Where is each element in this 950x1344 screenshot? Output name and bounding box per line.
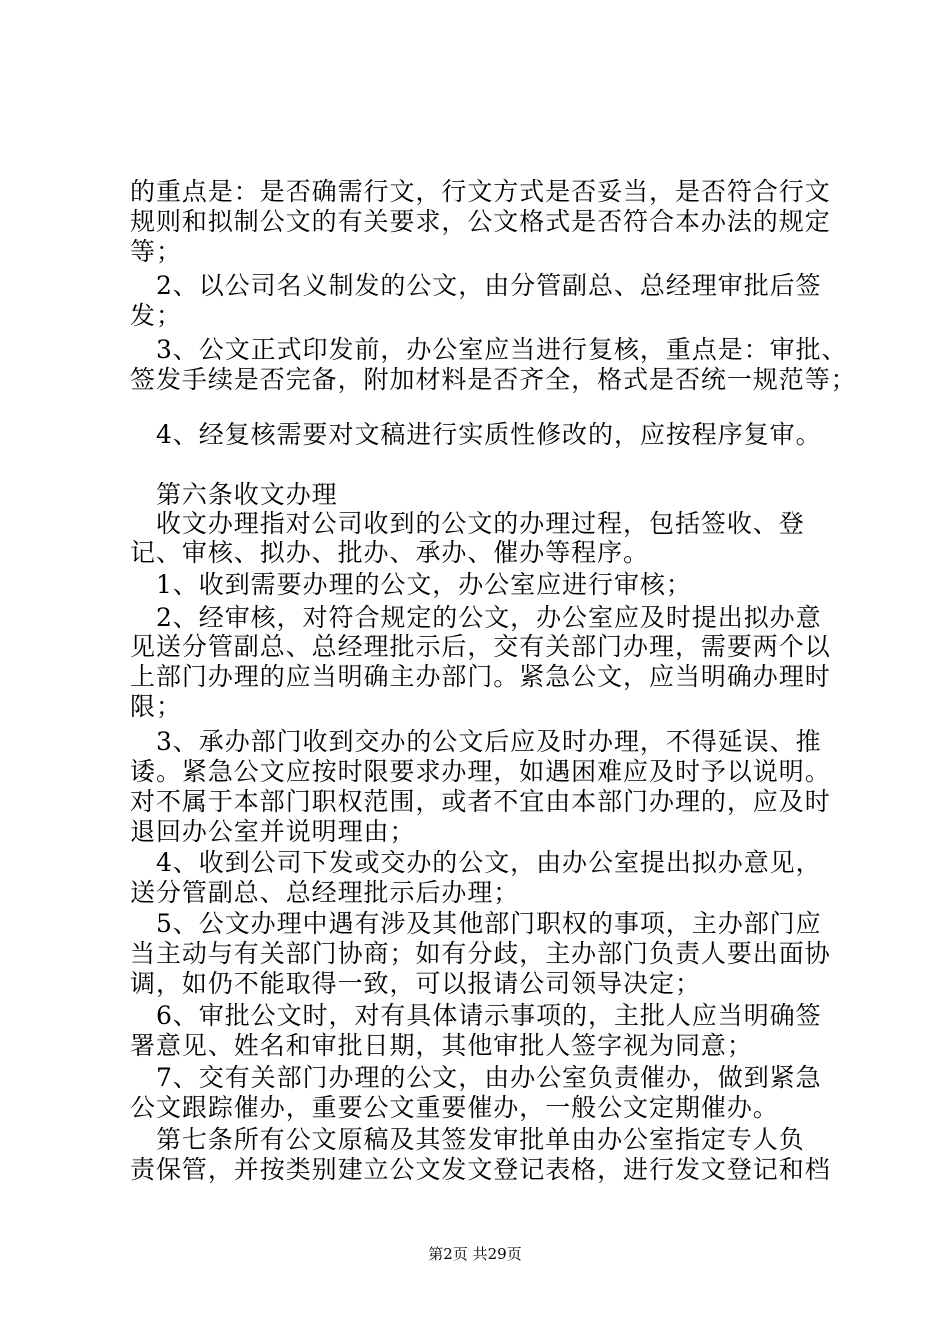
text-line: 收文办理指对公司收到的公文的办理过程，包括签收、登 (130, 509, 805, 538)
text-line: 4、收到公司下发或交办的公文，由办公室提出拟办意见， (130, 848, 822, 877)
text-line: 公文跟踪催办，重要公文重要催办，一般公文定期催办。 (130, 1093, 779, 1122)
text-line: 3、承办部门收到交办的公文后应及时办理，不得延误、推 (130, 727, 822, 756)
page-number-footer: 第2页 共29页 (428, 1245, 522, 1263)
text-line: 2、经审核，对符合规定的公文，办公室应及时提出拟办意 (130, 603, 822, 632)
text-line: 当主动与有关部门协商；如有分歧，主办部门负责人要出面协 (130, 939, 831, 968)
text-line: 6、审批公文时，对有具体请示事项的，主批人应当明确签 (130, 1001, 822, 1030)
text-line: 1、收到需要办理的公文，办公室应进行审核； (130, 570, 692, 599)
text-line: 限； (130, 692, 182, 721)
text-line: 等； (130, 237, 182, 266)
text-line: 退回办公室并说明理由； (130, 817, 416, 846)
text-line: 3、公文正式印发前，办公室应当进行复核，重点是：审批、 (130, 335, 848, 364)
text-line: 署意见、姓名和审批日期，其他审批人签字视为同意； (130, 1031, 753, 1060)
text-line: 4、经复核需要对文稿进行实质性修改的，应按程序复审。 (130, 420, 822, 449)
text-line: 第七条所有公文原稿及其签发审批单由办公室指定专人负 (130, 1125, 805, 1154)
text-line: 上部门办理的应当明确主办部门。紧急公文，应当明确办理时 (130, 662, 831, 691)
text-line: 诿。紧急公文应按时限要求办理，如遇困难应及时予以说明。 (130, 757, 831, 786)
text-line: 的重点是：是否确需行文，行文方式是否妥当，是否符合行文 (130, 177, 831, 206)
text-line: 送分管副总、总经理批示后办理； (130, 878, 520, 907)
text-line: 见送分管副总、总经理批示后，交有关部门办理，需要两个以 (130, 632, 831, 661)
text-line: 规则和拟制公文的有关要求，公文格式是否符合本办法的规定 (130, 207, 831, 236)
text-line: 调，如仍不能取得一致，可以报请公司领导决定； (130, 969, 701, 998)
text-line: 记、审核、拟办、批办、承办、催办等程序。 (130, 538, 650, 567)
section-heading: 第六条收文办理 (130, 480, 338, 509)
text-line: 7、交有关部门办理的公文，由办公室负责催办，做到紧急 (130, 1063, 822, 1092)
text-line: 责保管，并按类别建立公文发文登记表格，进行发文登记和档 (130, 1155, 831, 1184)
text-line: 5、公文办理中遇有涉及其他部门职权的事项，主办部门应 (130, 909, 822, 938)
text-line: 对不属于本部门职权范围，或者不宜由本部门办理的，应及时 (130, 787, 831, 816)
text-line: 签发手续是否完备，附加材料是否齐全，格式是否统一规范等； (130, 365, 857, 394)
text-line: 发； (130, 301, 182, 330)
text-line: 2、以公司名义制发的公文，由分管副总、总经理审批后签 (130, 271, 822, 300)
